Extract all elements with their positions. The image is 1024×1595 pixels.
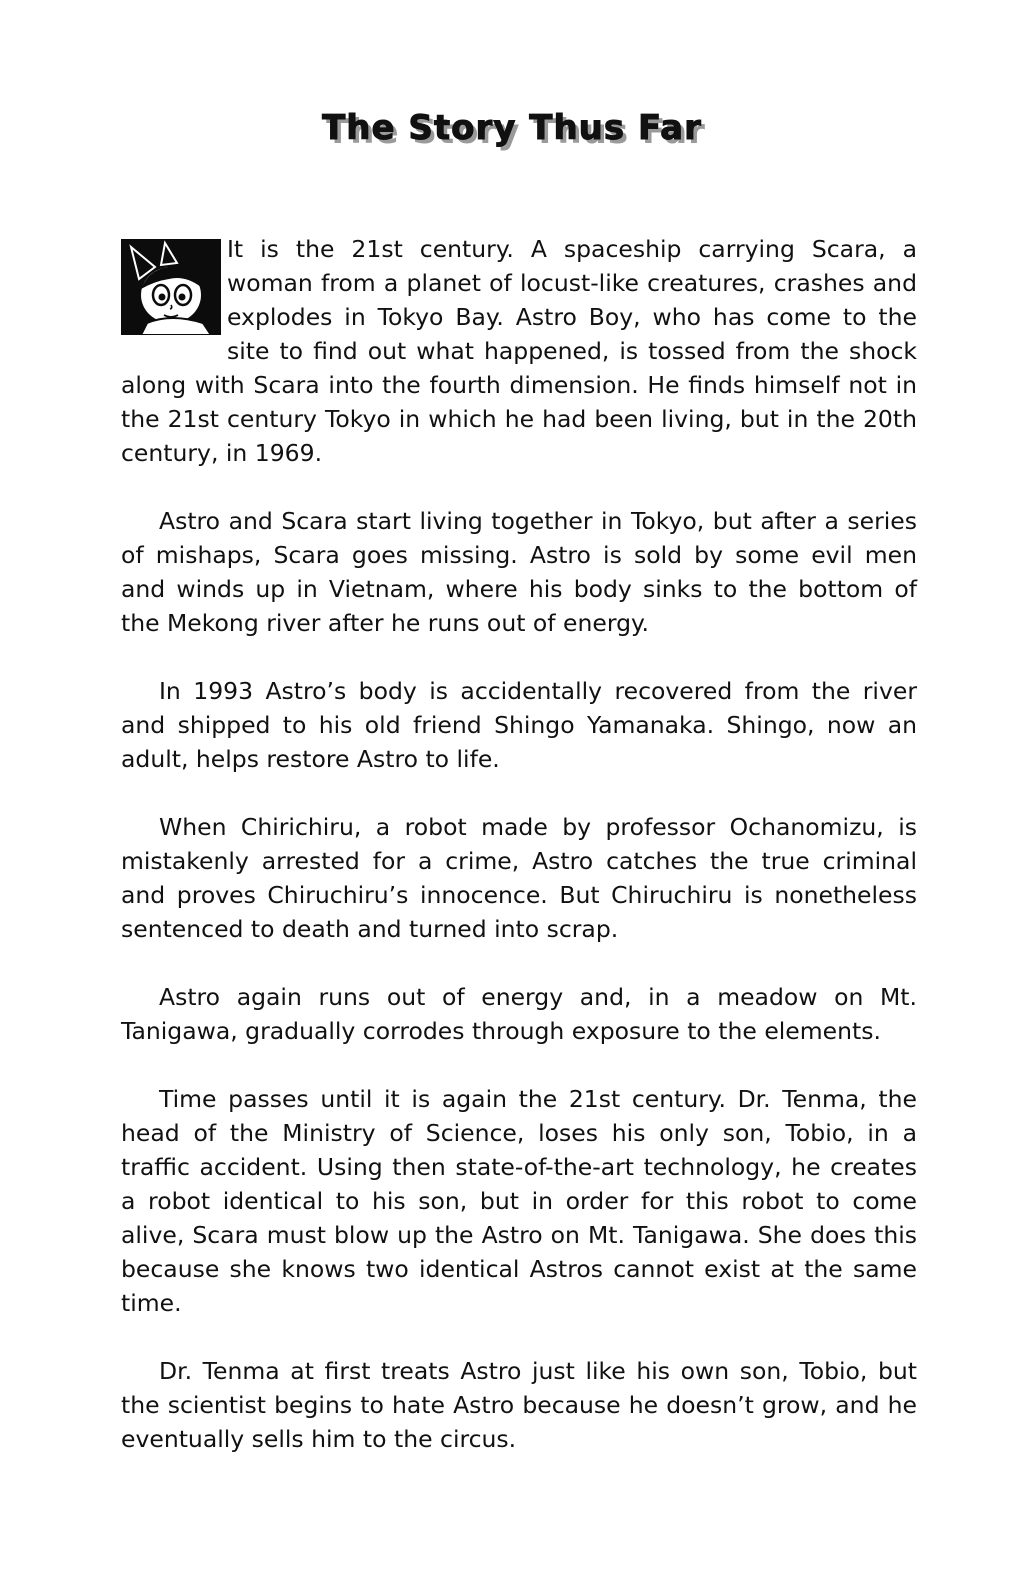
- astro-boy-portrait-icon: [121, 239, 221, 335]
- page-title: The Story Thus Far: [322, 108, 702, 148]
- paragraph-7: Dr. Tenma at first treats Astro just like his own son, Tobio, but the scientist begins to hate Astro because he doesn’t grow, and he eventually sells him to the circus.: [121, 1357, 917, 1453]
- paragraph-1: It is the 21st century. A spaceship carrying Scara, a woman from a planet of locust-like creatures, crashes and explodes in Tokyo Bay. Astro Boy, who has come to the site to find out what happened, is tossed from the shock along with Scara into the fourth dimension. He finds himself not in the 21st century Tokyo in which he had been living, but in the 20th century, in 1969.: [121, 235, 917, 467]
- title-area: [0, 108, 1024, 148]
- paragraph-5: Astro again runs out of energy and, in a meadow on Mt. Tanigawa, gradually corrodes through exposure to the elements.: [121, 983, 917, 1045]
- paragraph-6: Time passes until it is again the 21st century. Dr. Tenma, the head of the Ministry of Science, loses his only son, Tobio, in a traffic accident. Using then state-of-the-art technology, he creates a robot identical to his son, but in order for this robot to come alive, Scara must blow up the Astro on Mt. Tanigawa. She does this because she knows two identical Astros cannot exist at the same time.: [121, 1085, 917, 1317]
- paragraph-3: In 1993 Astro’s body is accidentally recovered from the river and shipped to his old friend Shingo Yamanaka. Shingo, now an adult, helps restore Astro to life.: [121, 677, 917, 773]
- paragraph-2: Astro and Scara start living together in Tokyo, but after a series of mishaps, Scara goes missing. Astro is sold by some evil men and winds up in Vietnam, where his body sinks to the bottom of the Mekong river after he runs out of energy.: [121, 507, 917, 637]
- paragraph-4: When Chirichiru, a robot made by professor Ochanomizu, is mistakenly arrested for a crime, Astro catches the true criminal and proves Chiruchiru’s innocence. But Chiruchiru is nonetheless sentenced to death and turned into scrap.: [121, 813, 917, 943]
- story-text: [121, 232, 917, 1490]
